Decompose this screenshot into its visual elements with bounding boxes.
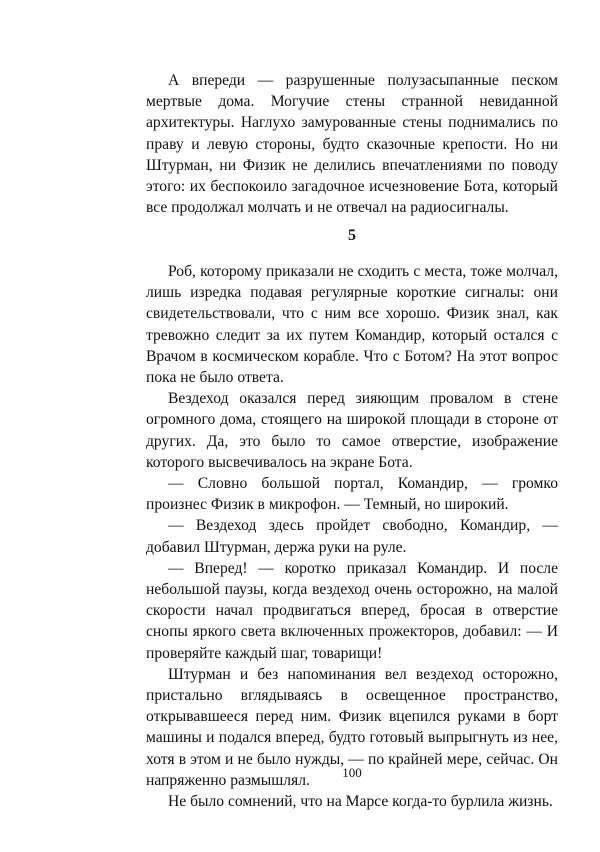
text-block-top <box>146 70 558 218</box>
paragraph: — Вездеход здесь пройдет свободно, Командир, — добавил Штурман, держа руки на руле. <box>146 517 558 556</box>
paragraph: Роб, которому приказали не сходить с места, тоже молчал, лишь изредка подавая регулярные короткие сигналы: они свидетельствовали, что с ним все хорошо. Физик знал, как тревожно следит за их путем Командир, который остался с Врачом в космическом корабле. Что с Ботом? На этот вопрос пока не было ответа. <box>146 263 558 387</box>
paragraph: Штурман и без напоминания вел вездеход осторожно, пристально вглядываясь в освещенное пространство, открывавшееся перед ним. Физик вцепился руками в борт машины и подался вперед, будто готовый выпрыгнуть из нее, хотя в этом и не было нужды, — по крайней мере, сейчас. Он напряженно размышлял. <box>146 665 558 789</box>
paragraph: А впереди — разрушенные полузасыпанные песком мертвые дома. Могучие стены странной невиданной архитектуры. Наглухо замурованные стены поднимались по праву и левую стороны, будто сказочные крепости. Но ни Штурман, ни Физик не делились впечатлениями по поводу этого: их беспокоило загадочное исчезновение Бота, который все продолжал молчать и не отвечал на радиосигналы. <box>146 72 558 217</box>
page-number: 100 <box>342 765 362 780</box>
paragraph: — Словно большой портал, Командир, — громко произнес Физик в микрофон. — Темный, но широкий. <box>146 475 558 514</box>
paragraph: Вездеход оказался перед зияющим провалом в стене огромного дома, стоящего на широкой площади в стороне от других. Да, это было то самое отверстие, изображение которого высвечивалось на экране Бота. <box>146 390 558 471</box>
paragraph: Не было сомнений, что на Марсе когда-то бурлила жизнь. <box>168 793 553 811</box>
text-block-bottom <box>146 261 558 812</box>
chapter-number: 5 <box>348 227 356 244</box>
paragraph: — Вперед! — коротко приказал Командир. И после небольшой паузы, когда вездеход очень осторожно, на малой скорости начал продвигаться вперед, бросая в отверстие снопы яркого света включенных прожекторов, добавил: — И проверяйте каждый шаг, товарищи! <box>146 559 558 662</box>
